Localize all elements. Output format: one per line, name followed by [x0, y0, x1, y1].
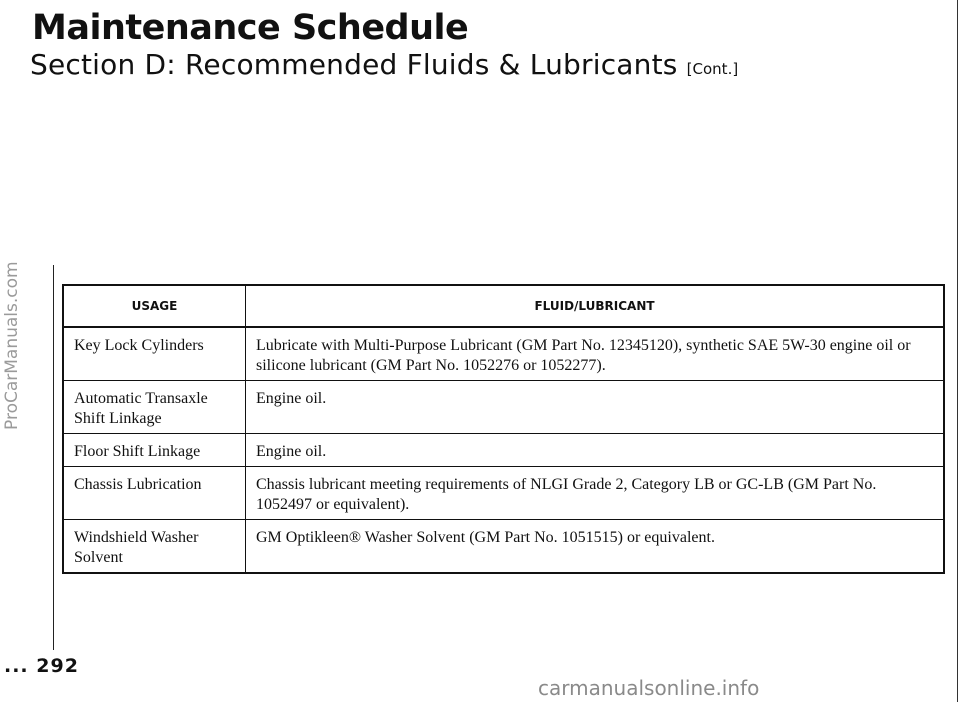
section-subtitle-text: Section D: Recommended Fluids & Lubricants [30, 48, 678, 81]
usage-cell: Key Lock Cylinders [63, 327, 246, 381]
page-number: ... 292 [4, 655, 79, 677]
section-subtitle [30, 48, 738, 81]
table-row [63, 381, 944, 434]
usage-cell: Floor Shift Linkage [63, 434, 246, 467]
fluids-lubricants-table [62, 284, 945, 574]
usage-column-header: USAGE [63, 285, 246, 327]
bottom-watermark: carmanualsonline.info [538, 676, 760, 700]
side-watermark: ProCarManuals.com [2, 261, 22, 430]
table-header-row [63, 285, 944, 327]
fluid-cell: Lubricate with Multi-Purpose Lubricant (GM Part No. 12345120), synthetic SAE 5W-30 engine oil or silicone lubricant (GM Part No. 1052276 or 1052277). [246, 327, 945, 381]
left-margin-rule [53, 265, 54, 650]
fluid-cell: Chassis lubricant meeting requirements of NLGI Grade 2, Category LB or GC-LB (GM Part No. 1052497 or equivalent). [246, 467, 945, 520]
page-title: Maintenance Schedule [32, 8, 469, 48]
fluid-lubricant-column-header: FLUID/LUBRICANT [246, 285, 945, 327]
table-row [63, 520, 944, 574]
table-row [63, 434, 944, 467]
fluid-cell: Engine oil. [246, 434, 945, 467]
usage-cell: Automatic Transaxle Shift Linkage [63, 381, 246, 434]
table-row [63, 467, 944, 520]
usage-cell: Windshield Washer Solvent [63, 520, 246, 574]
usage-cell: Chassis Lubrication [63, 467, 246, 520]
continued-marker: [Cont.] [686, 60, 739, 78]
fluid-cell: GM Optikleen® Washer Solvent (GM Part No. 1051515) or equivalent. [256, 529, 715, 546]
right-edge-rule [957, 0, 958, 702]
fluid-cell: Engine oil. [246, 381, 945, 434]
table-row [63, 327, 944, 381]
